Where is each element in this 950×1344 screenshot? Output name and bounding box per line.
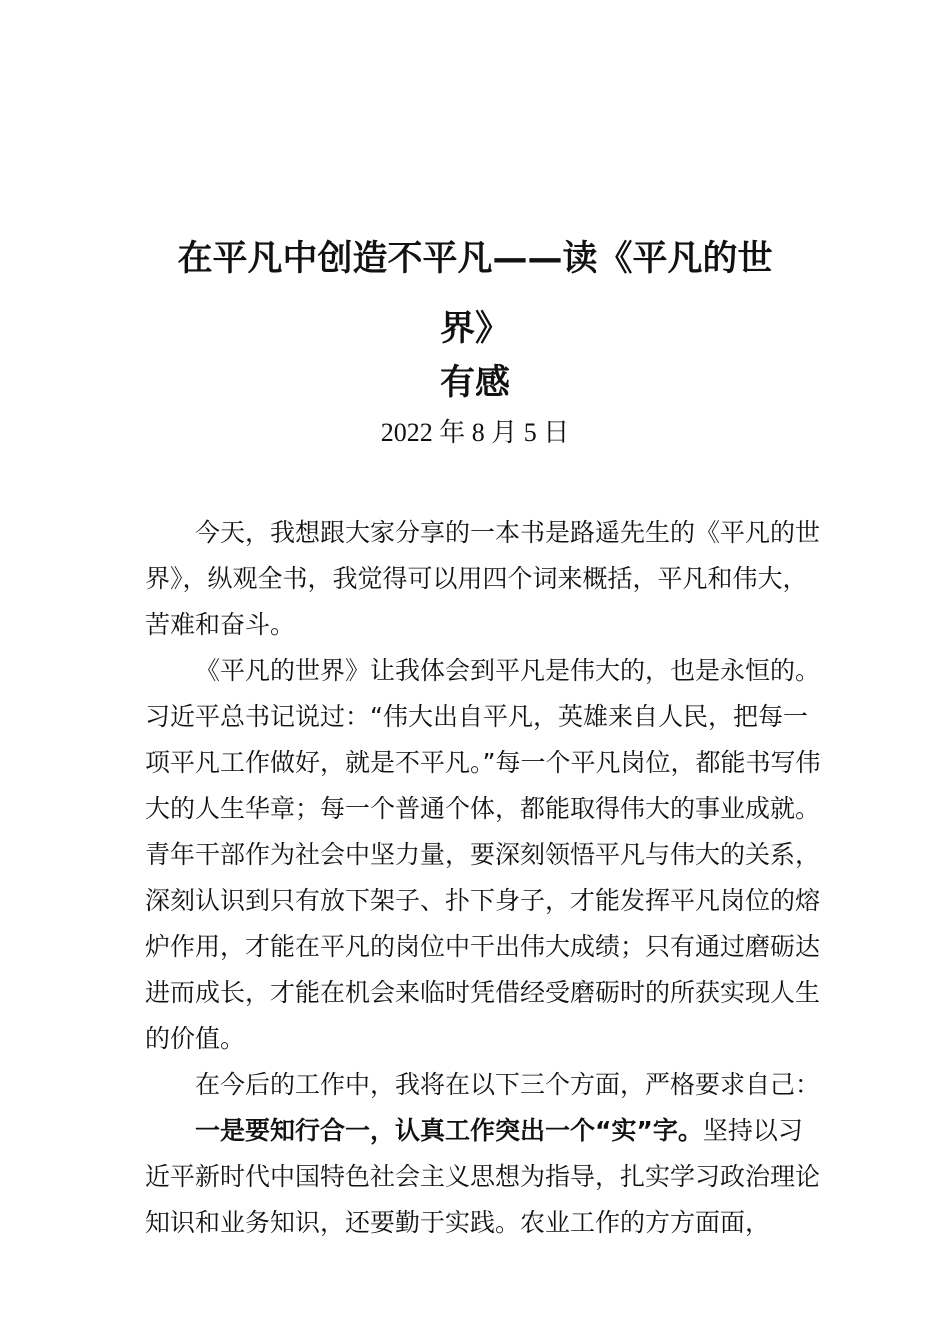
paragraph-2: 《平凡的世界》让我体会到平凡是伟大的，也是永恒的。习近平总书记说过：“伟大出自平凡，英雄来自人民，把每一项平凡工作做好，就是不平凡。”每一个平凡岗位，都能书写伟大的人生华章；每一个普通个体，都能取得伟大的事业成就。青年干部作为社会中坚力量，要深刻领悟平凡与伟大的关系，深刻认识到只有放下架子、扑下身子，才能发挥平凡岗位的熔炉作用，才能在平凡的岗位中干出伟大成绩；只有通过磨砺达进而成长，才能在机会来临时凭借经受磨砺时的所获实现人生的价值。 <box>145 656 821 1053</box>
title-line-2: 界》 <box>439 309 510 349</box>
document-date: 2022 年 8 月 5 日 <box>380 418 570 447</box>
title-line-3: 有感 <box>439 363 510 403</box>
paragraph-3: 在今后的工作中，我将在以下三个方面，严格要求自己： <box>195 1070 821 1099</box>
document-body <box>145 510 825 1246</box>
title-line-1: 在平凡中创造不平凡——读《平凡的世 <box>177 239 773 279</box>
paragraph-4 <box>145 1108 825 1246</box>
paragraph-4-lead: 一是要知行合一，认真工作突出一个“实”字。 <box>195 1116 703 1145</box>
paragraph-4-text: 坚持以习近平新时代中国特色社会主义思想为指导，扎实学习政治理论知识和业务知识，还要勤于实践。农业工作的方方面面， <box>145 1116 821 1237</box>
paragraph-1: 今天，我想跟大家分享的一本书是路遥先生的《平凡的世界》，纵观全书，我觉得可以用四个词来概括，平凡和伟大，苦难和奋斗。 <box>145 518 821 639</box>
